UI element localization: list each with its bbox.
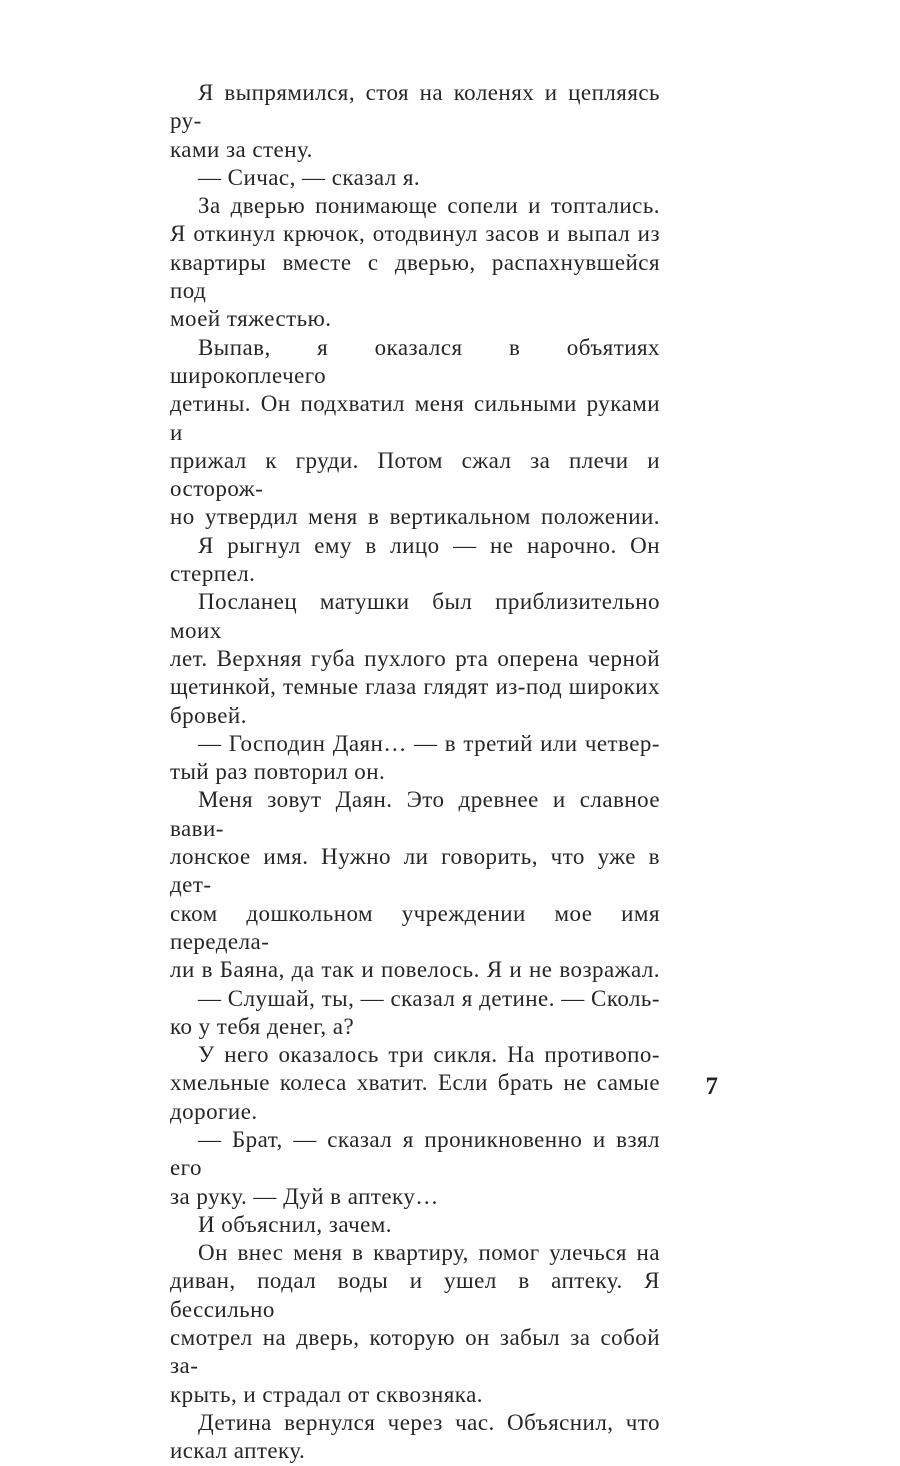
text-line: Я рыгнул ему в лицо — не нарочно. Он стерпел. <box>170 532 660 587</box>
text-line: ко у тебя денег, а? <box>170 1013 355 1039</box>
text-block <box>170 79 660 1466</box>
text-line: — Слушай, ты, — сказал я детине. — Сколь- <box>198 985 660 1011</box>
text-line: У него оказалось три сикля. На противопо- <box>198 1042 660 1068</box>
text-line: тый раз повторил он. <box>170 759 386 785</box>
text-line: Посланец матушки был приблизительно моих <box>170 589 660 643</box>
text-line: ском дошкольном учреждении мое имя передела- <box>170 900 660 954</box>
text-line: Меня зовут Даян. Это древнее и славное вави- <box>170 787 660 841</box>
text-line: ками за стену. <box>170 136 313 162</box>
text-line: Я откинул крючок, отодвинул засов и выпал из <box>170 221 660 247</box>
text-line: лонское имя. Нужно ли говорить, что уже в дет- <box>170 844 660 898</box>
text-line: но утвердил меня в вертикальном положении. <box>170 504 660 530</box>
text-line: за руку. — Дуй в аптеку… <box>170 1183 439 1209</box>
text-line: Я выпрямился, стоя на коленях и цепляясь ру- <box>170 80 660 134</box>
text-line: лет. Верхняя губа пухлого рта оперена черной <box>170 645 660 671</box>
text-line: Детина вернулся через час. Объяснил, что <box>198 1409 660 1435</box>
text-line: ли в Баяна, да так и повелось. Я и не возражал. <box>170 957 660 983</box>
text-line: смотрел на дверь, которую он забыл за собой за- <box>170 1325 660 1379</box>
text-line: искал аптеку. <box>170 1438 306 1464</box>
text-line: Выпав, я оказался в объятиях широкоплечего <box>170 334 660 388</box>
text-line: щетинкой, темные глаза глядят из-под широких <box>170 674 660 700</box>
text-line: дорогие. <box>170 1098 258 1124</box>
text-line: моей тяжестью. <box>170 306 332 332</box>
text-line: прижал к груди. Потом сжал за плечи и осторож- <box>170 447 660 502</box>
text-line: Он внес меня в квартиру, помог улечься на <box>198 1240 660 1266</box>
text-line: хмельные колеса хватит. Если брать не самые <box>170 1070 660 1096</box>
text-line: детины. Он подхватил меня сильными руками и <box>170 391 660 445</box>
text-line: — Брат, — сказал я проникновенно и взял его <box>170 1126 660 1181</box>
text-line: диван, подал воды и ушел в аптеку. Я бессильно <box>170 1268 660 1322</box>
text-line: За дверью понимающе сопели и топтались. <box>198 193 660 219</box>
text-line: — Сичас, — сказал я. <box>198 164 421 190</box>
text-line: бровей. <box>170 702 247 728</box>
text-line: крыть, и страдал от сквозняка. <box>170 1381 483 1407</box>
text-line: — Господин Даян… — в третий или четвер- <box>198 730 660 756</box>
page-number: 7 <box>705 1073 718 1100</box>
text-line: И объяснил, зачем. <box>198 1211 392 1237</box>
text-line: квартиры вместе с дверью, распахнувшейся под <box>170 249 660 304</box>
